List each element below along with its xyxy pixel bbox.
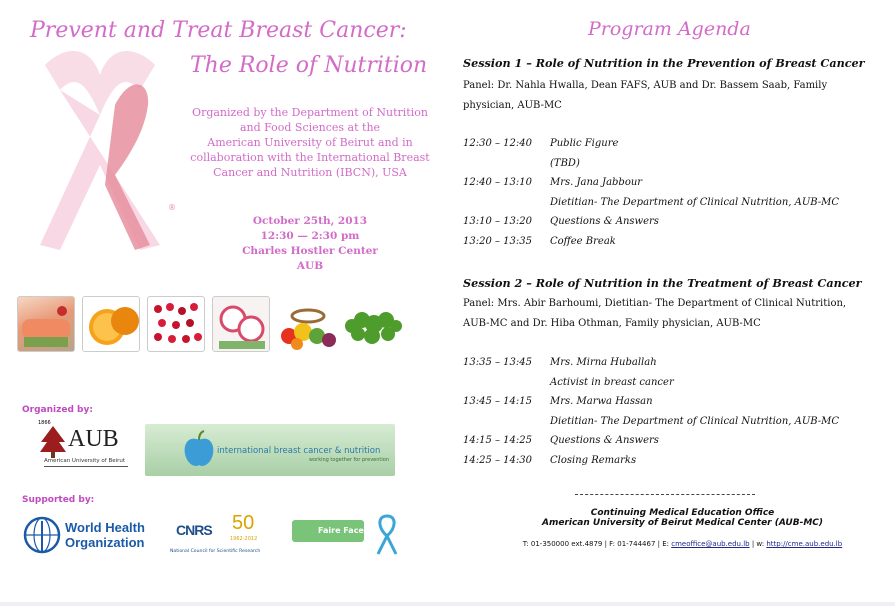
row-time: 13:20 – 13:35 [463, 235, 532, 247]
who-name-line2: Organization [65, 535, 145, 550]
svg-text:®: ® [168, 203, 176, 212]
event-title-line1: Prevent and Treat Breast Cancer: [30, 18, 407, 43]
session-1-title-em: Prevention [687, 56, 756, 70]
ibcn-tagline: working together for prevention [309, 457, 389, 463]
row-text: Questions & Answers [550, 216, 659, 227]
vegetable-basket-image [277, 296, 339, 352]
aub-arabic-line [44, 466, 128, 472]
session-2-title-prefix: Session 2 – Role of Nutrition in the [463, 276, 688, 290]
breast-cancer-ribbon-icon [20, 45, 180, 255]
row-text: Mrs. Marwa Hassan [550, 396, 653, 407]
radish-image [212, 296, 270, 352]
orange-image [82, 296, 140, 352]
row-text: Mrs. Jana Jabbour [550, 177, 643, 188]
row-time: 13:10 – 13:20 [463, 216, 532, 227]
session-2-panel-line2: AUB-MC and Dr. Hiba Othman, Family physician, AUB-MC [463, 318, 761, 329]
contact-info [470, 540, 895, 548]
event-time: 12:30 — 2:30 pm [260, 230, 360, 242]
row-time: 14:15 – 14:25 [463, 435, 532, 446]
who-logo [22, 515, 147, 555]
row-text: Closing Remarks [550, 454, 637, 466]
row-text: Mrs. Mirna Huballah [550, 357, 657, 368]
row-time: 13:35 – 13:45 [463, 357, 532, 368]
contact-phone: T: 01-350000 ext.4879 | F: 01-744467 | E: [522, 540, 672, 548]
contact-separator: | w: [749, 540, 767, 548]
footer-divider [575, 494, 755, 495]
contact-web-link[interactable]: http://cme.aub.edu.lb [766, 540, 843, 548]
row-text: Dietitian- The Department of Clinical Nutrition, AUB-MC [550, 415, 840, 427]
session-1-panel [463, 76, 888, 116]
ribbon-icon [372, 514, 402, 556]
cnrs-50: 50 [232, 512, 255, 534]
pomegranate-image [147, 296, 205, 352]
event-venue: Charles Hostler Center [242, 245, 378, 257]
row-time: 13:45 – 14:15 [463, 396, 532, 407]
row-time: 14:25 – 14:30 [463, 454, 532, 466]
faire-face-text: Faire Face [318, 526, 364, 535]
who-name-line1: World Health [65, 520, 145, 535]
parsley-image [344, 296, 402, 352]
aub-logo-text: AUB [68, 426, 119, 452]
aub-subtitle: American University of Beirut [44, 458, 126, 464]
row-text: Questions & Answers [550, 435, 659, 446]
organized-by-label: Organized by: [22, 405, 93, 415]
session-2-title-em: Treatment [687, 276, 753, 290]
organized-by-description [185, 105, 435, 180]
session-2-panel-line1: Panel: Mrs. Abir Barhoumi, Dietitian- The Department of Clinical Nutrition, [463, 298, 847, 309]
org-line: American University of Beirut and in [207, 136, 413, 149]
event-venue-campus: AUB [296, 260, 324, 272]
row-text: Coffee Break [550, 235, 616, 247]
salmon-image [17, 296, 75, 352]
contact-email-link[interactable]: cmeoffice@aub.edu.lb [671, 540, 750, 548]
session-1-title-prefix: Session 1 – Role of Nutrition in the [463, 56, 688, 70]
session-2-title [463, 276, 888, 290]
session-2-schedule [463, 357, 888, 477]
cnrs-subtitle: National Council for Scientific Research [170, 549, 261, 554]
event-title-line2: The Role of Nutrition [190, 53, 428, 78]
row-text: Activist in breast cancer [550, 376, 674, 388]
event-info [230, 214, 390, 274]
footer-line2: American University of Beirut Medical Center (AUB-MC) [542, 518, 823, 528]
event-date: October 25th, 2013 [252, 215, 368, 227]
session-2-title-suffix: of Breast Cancer [752, 276, 862, 290]
footer-office [470, 508, 895, 528]
bottom-border [0, 602, 895, 606]
footer-line1: Continuing Medical Education Office [590, 508, 775, 518]
session-1-title [463, 56, 888, 70]
cnrs-years: 1962-2012 [230, 536, 258, 542]
aub-logo [38, 420, 133, 480]
row-time: 12:30 – 12:40 [463, 138, 532, 149]
org-line: collaboration with the International Breast [190, 151, 430, 164]
supported-by-label: Supported by: [22, 495, 95, 505]
ibcn-banner [145, 424, 395, 476]
row-text: Public Figure [550, 138, 619, 149]
session-1-title-suffix: of Breast Cancer [755, 56, 865, 70]
faire-face-logo [292, 514, 407, 556]
row-text: Dietitian- The Department of Clinical Nutrition, AUB-MC [550, 196, 840, 208]
cnrs-title: CNRS [176, 522, 212, 538]
program-agenda-heading: Program Agenda [588, 18, 751, 40]
aub-year: 1866 [38, 420, 51, 426]
who-emblem-icon [22, 515, 62, 555]
session-2-panel [463, 294, 888, 334]
session-1-schedule [463, 138, 888, 258]
session-1-panel-line2: physician, AUB-MC [463, 100, 562, 111]
row-time: 12:40 – 13:10 [463, 177, 532, 188]
org-line: Cancer and Nutrition (IBCN), USA [213, 166, 407, 179]
org-line: and Food Sciences at the [239, 121, 381, 134]
session-1-panel-line1: Panel: Dr. Nahla Hwalla, Dean FAFS, AUB and Dr. Bassem Saab, Family [463, 80, 828, 91]
org-line: Organized by the Department of Nutrition [192, 106, 428, 119]
row-text: (TBD) [550, 157, 580, 169]
cnrs-logo [170, 512, 266, 557]
ibcn-title: international breast cancer & nutrition [217, 446, 381, 456]
